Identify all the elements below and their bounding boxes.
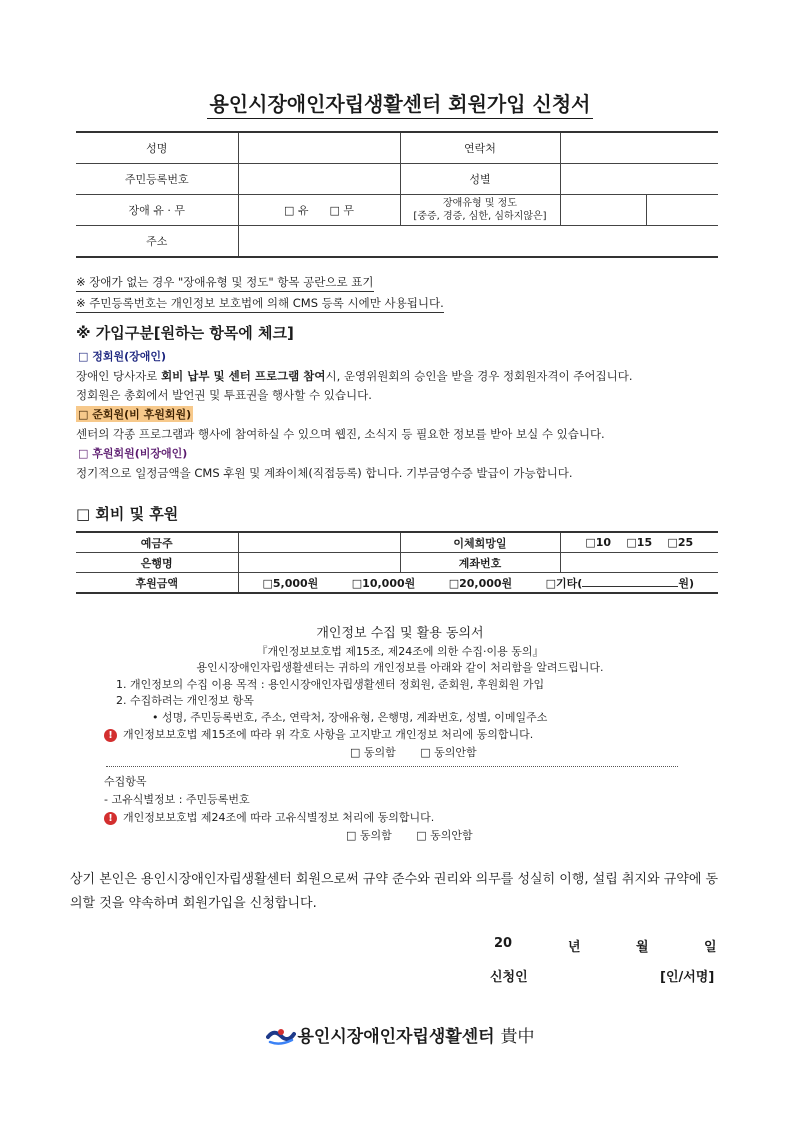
rrn-field[interactable] [238,164,400,195]
divider [106,766,678,767]
date-25-checkbox[interactable]: □25 [667,536,694,549]
transfer-date-label: 이체희망일 [400,532,560,553]
agree-2-no-checkbox[interactable]: □ 동의안함 [416,829,473,842]
agree-2-yes-checkbox[interactable]: □ 동의함 [346,829,392,842]
depositor-field[interactable] [238,532,400,553]
agree-1-yes-checkbox[interactable]: □ 동의함 [350,746,396,759]
associate-member-desc: 센터의 각종 프로그램과 행사에 참여하실 수 있으며 웹진, 소식지 등 필요한 정보를 받아 보실 수 있습니다. [76,427,605,441]
consent-item-1: 1. 개인정보의 수집 이용 목적 : 용인시장애인자립생활센터 정회원, 준회원, 후원회원 가입 [116,678,545,691]
disability-type-field[interactable] [560,195,646,226]
amount-label: 후원금액 [76,573,238,594]
applicant-sign: [인/서명] [660,970,715,985]
page-title: 용인시장애인자립생활센터 회원가입 신청서 [0,88,800,117]
account-field[interactable] [560,553,718,573]
disability-yes-checkbox[interactable]: □ 유 [283,204,309,217]
address-field[interactable] [238,226,718,258]
pledge-text: 상기 본인은 용인시장애인자립생활센터 회원으로써 규약 준수와 권리와 의무를 성실히 이행, 설립 취지와 규약에 동의할 것을 약속하며 회원가입을 신청합니다. [70,872,719,911]
date-year: 년 [568,940,581,955]
agree-1-no-checkbox[interactable]: □ 동의안함 [420,746,477,759]
logo-icon [266,1028,296,1046]
name-field[interactable] [238,132,400,164]
sponsor-member-checkbox[interactable]: □ 후원회원(비장애인) [78,447,188,460]
consent-item-2: 2. 수집하려는 개인정보 항목 [116,694,254,707]
disability-label: 장애 유 · 무 [76,195,238,226]
date-month: 월 [636,940,649,955]
agree-2-options [346,827,473,843]
footer-org: 용인시장애인자립생활센터 貴中 [0,1022,800,1047]
regular-member-desc-2: 정회원은 총회에서 발언권 및 투표권을 행사할 수 있습니다. [76,388,372,402]
fee-table [76,531,718,594]
rrn-label: 주민등록번호 [76,164,238,195]
disability-no-checkbox[interactable]: □ 무 [329,204,354,217]
disability-checkboxes[interactable] [238,195,400,226]
depositor-label: 예금주 [76,532,238,553]
consent-title: 개인정보 수집 및 활용 동의서 [316,626,484,641]
regular-member-desc: 장애인 당사자로 회비 납부 및 센터 프로그램 참여시, 운영위원회의 승인을 받을 경우 정회원자격이 주어집니다. [76,369,633,383]
date-10-checkbox[interactable]: □10 [585,536,612,549]
consent-agree-2: ! 개인정보보호법 제24조에 따라 고유식별정보 처리에 동의합니다. [104,809,434,825]
gender-field[interactable] [560,164,718,195]
collect-heading: 수집항목 [104,775,147,788]
bank-label: 은행명 [76,553,238,573]
amount-5000-checkbox[interactable]: □5,000원 [262,576,319,590]
regular-member-checkbox[interactable]: □ 정회원(장애인) [78,350,167,363]
name-label: 성명 [76,132,238,164]
associate-member-checkbox[interactable]: □ 준회원(비 후원회원) [78,408,192,421]
date-day: 일 [704,940,717,955]
sponsor-member-desc: 정기적으로 일정금액을 CMS 후원 및 계좌이체(직접등록) 합니다. 기부금영수증 발급이 가능합니다. [76,466,573,480]
transfer-date-options[interactable] [560,532,718,553]
date-15-checkbox[interactable]: □15 [626,536,653,549]
warning-icon: ! [104,812,117,825]
bank-field[interactable] [238,553,400,573]
contact-label: 연락처 [400,132,560,164]
collect-item: - 고유식별정보 : 주민등록번호 [104,793,250,806]
applicant-label: 신청인 [490,970,528,985]
consent-agree-1: ! 개인정보보호법 제15조에 따라 위 각호 사항을 고지받고 개인정보 처리에 동의합니다. [104,726,533,742]
consent-law-ref: 『개인정보보호법 제15조, 제24조에 의한 수집·이용 동의』 [256,645,544,658]
consent-items-list: • 성명, 주민등록번호, 주소, 연락처, 장애유형, 은행명, 계좌번호, 성별, 이메일주소 [152,711,548,724]
amount-10000-checkbox[interactable]: □10,000원 [351,576,416,590]
disability-degree-field[interactable] [646,195,718,226]
disability-type-label: 장애유형 및 정도 [중증, 경증, 심한, 심하지않은] [400,195,560,226]
agree-1-options [350,744,477,760]
account-label: 계좌번호 [400,553,560,573]
gender-label: 성별 [400,164,560,195]
date-year-prefix: 20 [494,936,513,951]
note-no-disability: ※ 장애가 없는 경우 "장애유형 및 정도" 항목 공란으로 표기 [76,274,374,292]
note-rrn: ※ 주민등록번호는 개인정보 보호법에 의해 CMS 등록 시에만 사용됩니다. [76,295,444,313]
join-type-heading: ※ 가입구분[원하는 항목에 체크] [76,324,294,342]
consent-intro: 용인시장애인자립생활센터는 귀하의 개인정보를 아래와 같이 처리함을 알려드립니다. [196,661,604,674]
contact-field[interactable] [560,132,718,164]
amount-other-checkbox[interactable]: □기타( 원) [545,576,694,590]
amount-20000-checkbox[interactable]: □20,000원 [448,576,513,590]
fee-heading: □ 회비 및 후원 [76,505,179,523]
warning-icon: ! [104,729,117,742]
member-info-table [76,131,718,258]
address-label: 주소 [76,226,238,258]
amount-options[interactable] [238,573,718,594]
